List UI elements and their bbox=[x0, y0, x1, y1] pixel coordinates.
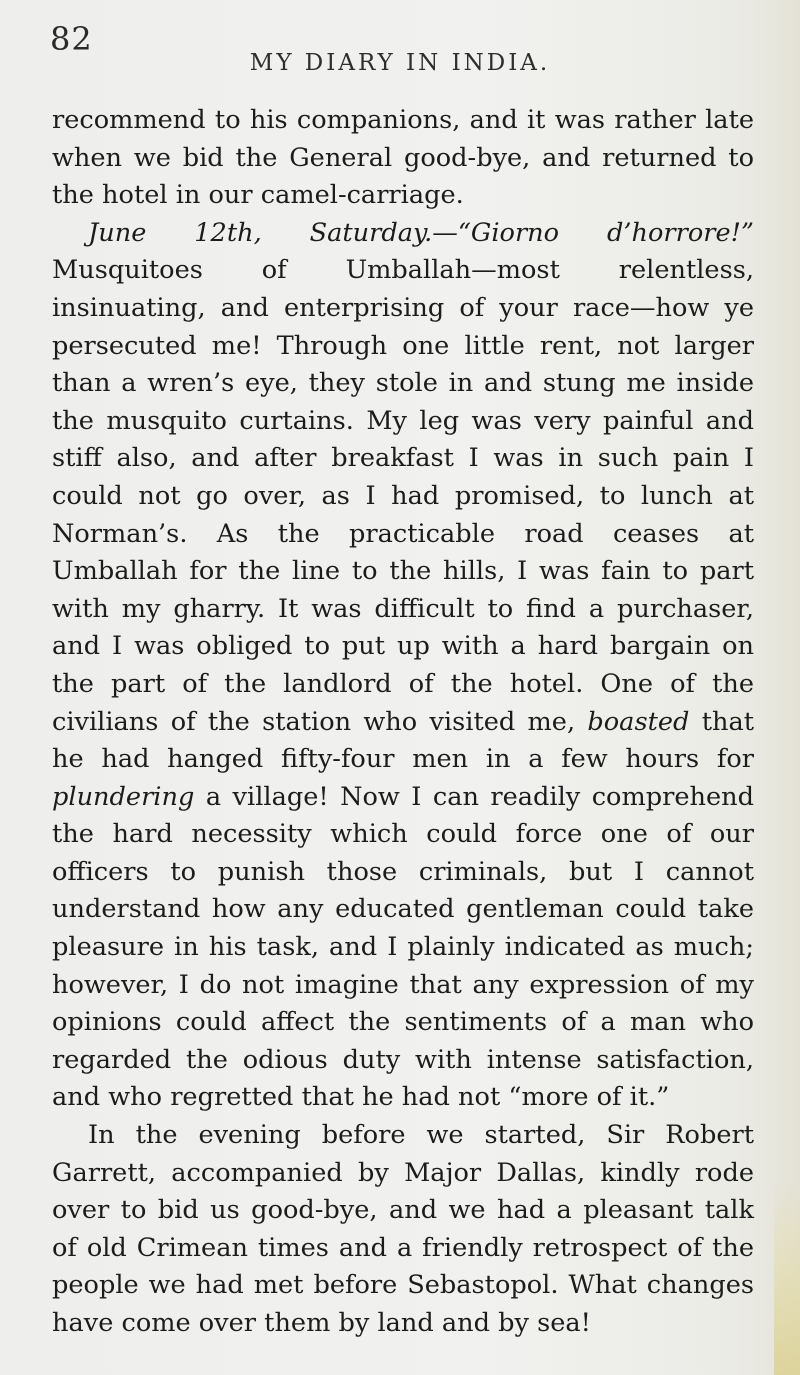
paragraph-evening: In the evening before we started, Sir Robert Garrett, accompanied by Major Dallas, kindly rode over to bid us good-bye, and we had a pleasant talk of old Crimean times and a friendly retrospect of the people we had met before Sebastopol. What changes have come over them by land and by sea! bbox=[52, 1120, 754, 1338]
emphasis-plundering: plundering bbox=[52, 781, 195, 812]
entry-text-2: that he had hanged fifty-four men in a few hours for bbox=[52, 706, 755, 775]
paragraph-continuation: recommend to his companions, and it was rather late when we bid the General good-bye, and returned to the hotel in our camel-carriage. bbox=[52, 105, 754, 211]
running-head: MY DIARY IN INDIA. bbox=[249, 50, 551, 76]
entry-dash: — bbox=[432, 217, 458, 248]
entry-exclamation: “Giorno d’horrore!” bbox=[457, 217, 754, 248]
entry-text-1: Musquitoes of Umballah—most relentless, insinuating, and enterprising of your race—how ye persecuted me! Through one little rent, not larger than a wren’s eye, they stole in and stung me inside the musquito curtains. My leg was very painful and stiff also, and after breakfast I was in such pain I could not go over, as I had promised, to lunch at Norman’s. As the practicable road ceases at Umballah for the line to the hills, I was fain to part with my gharry. It was difficult to find a purchaser, and I was obliged to put up with a hard bargain on the part of the landlord of the hotel. One of the civilians of the station who visited me, bbox=[52, 255, 754, 737]
page-number: 82 bbox=[50, 20, 93, 58]
entry-date: June 12th, Saturday. bbox=[88, 217, 433, 248]
emphasis-boasted: boasted bbox=[587, 706, 690, 737]
page-edge-stain bbox=[774, 1180, 800, 1375]
entry-text-3: a village! Now I can readily comprehend the hard necessity which could force one of our officers to punish those criminals, but I cannot understand how any educated gentleman could take pleasure in his task, and I plainly indicated as much; however, I do not imagine that any expression of my opinions could affect the sentiments of a man who regarded the odious duty with intense satisfaction, and who regretted that he had not “more of it.” bbox=[52, 781, 754, 1113]
paragraph-diary-entry bbox=[52, 215, 754, 1117]
body-text bbox=[52, 102, 754, 1343]
